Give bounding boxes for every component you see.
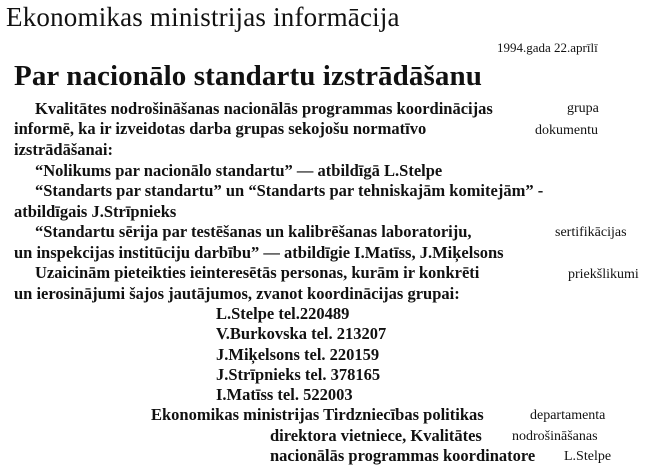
body-line-7-tail: sertifikācijas bbox=[555, 225, 627, 240]
body-line-3: izstrādāšanai: bbox=[14, 140, 113, 159]
body-line-9-tail: priekšlikumi bbox=[568, 267, 639, 282]
signature-name: L.Stelpe bbox=[564, 449, 612, 464]
signature-line-2-tail: nodrošināšanas bbox=[512, 429, 598, 444]
contact-stripnieks: J.Strīpnieks tel. 378165 bbox=[216, 365, 381, 384]
signature-line-1: Ekonomikas ministrijas Tirdzniecības politikas bbox=[151, 405, 484, 424]
contact-mikelsons: J.Miķelsons tel. 220159 bbox=[216, 345, 380, 364]
body-line-1: Kvalitātes nodrošināšanas nacionālās programmas koordinācijas bbox=[35, 99, 493, 118]
body-line-4: “Nolikums par nacionālo standartu” — atbildīgā L.Stelpe bbox=[35, 161, 443, 180]
signature-line-2: direktora vietniece, Kvalitātes bbox=[270, 426, 482, 445]
body-line-2: informē, ka ir izveidotas darba grupas sekojošu normatīvo bbox=[14, 119, 427, 138]
body-line-8: un inspekcijas institūciju darbību” — atbildīgie I.Matīss, J.Miķelsons bbox=[14, 243, 504, 262]
body-line-2-tail: dokumentu bbox=[535, 123, 598, 138]
article-title: Par nacionālo standartu izstrādāšanu bbox=[14, 60, 482, 92]
signature-line-1-tail: departamenta bbox=[530, 408, 606, 423]
body-line-7: “Standartu sērija par testēšanas un kalibrēšanas laboratoriju, bbox=[35, 222, 472, 241]
body-line-9: Uzaicinām pieteikties ieinteresētās personas, kurām ir konkrēti bbox=[35, 263, 480, 282]
body-line-1-tail: grupa bbox=[567, 101, 599, 116]
signature-line-3: nacionālās programmas koordinatore bbox=[270, 446, 536, 465]
contact-stelpe: L.Stelpe tel.220489 bbox=[216, 304, 350, 323]
body-line-5: “Standarts par standartu” un “Standarts par tehniskajām komitejām” - bbox=[35, 181, 544, 200]
body-line-6: atbildīgais J.Strīpnieks bbox=[14, 202, 177, 221]
contact-matiss: I.Matīss tel. 522003 bbox=[216, 385, 353, 404]
body-line-10: un ierosinājumi šajos jautājumos, zvanot koordinācijas grupai: bbox=[14, 284, 460, 303]
header: Ekonomikas ministrijas informācija bbox=[6, 2, 400, 32]
contact-burkovska: V.Burkovska tel. 213207 bbox=[216, 324, 387, 343]
date: 1994.gada 22.aprīlī bbox=[497, 40, 598, 55]
